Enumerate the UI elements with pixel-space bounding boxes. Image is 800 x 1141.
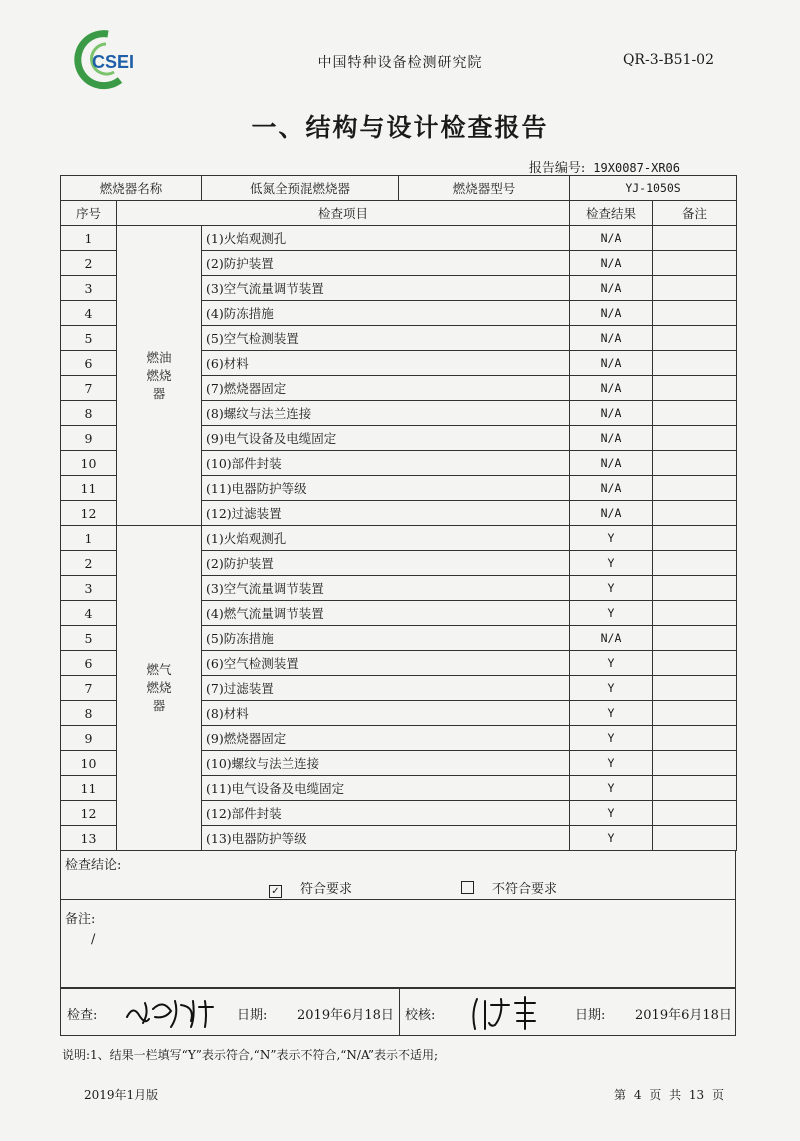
- inspection-result: N/A: [570, 401, 653, 426]
- page-number: 第 4 页 共 13 页: [614, 1088, 724, 1102]
- row-number: 9: [61, 726, 117, 751]
- row-number: 3: [61, 576, 117, 601]
- remark-cell: [653, 401, 737, 426]
- remark-cell: [653, 451, 737, 476]
- remark-cell: [653, 376, 737, 401]
- inspection-result: N/A: [570, 426, 653, 451]
- burner-name-label: 燃烧器名称: [61, 176, 202, 201]
- reviewer-label: 校核:: [405, 1008, 436, 1023]
- inspection-result: Y: [570, 801, 653, 826]
- burner-name-value: [202, 176, 570, 201]
- col-seq: 序号: [61, 201, 117, 226]
- inspection-result: N/A: [570, 626, 653, 651]
- row-number: 8: [61, 401, 117, 426]
- remark-cell: [653, 276, 737, 301]
- inspection-item: (3)空气流量调节装置: [202, 276, 570, 301]
- reviewer-cell: [399, 989, 735, 1035]
- fail-checkbox[interactable]: [461, 881, 474, 894]
- pass-option[interactable]: [269, 878, 352, 897]
- remark-cell: [653, 751, 737, 776]
- remark-cell: [653, 226, 737, 251]
- institute-name: 中国特种设备检测研究院: [317, 55, 483, 71]
- remark-cell: [653, 501, 737, 526]
- info-row: [61, 176, 737, 201]
- row-number: 13: [61, 826, 117, 851]
- fail-label: 不符合要求: [492, 882, 558, 897]
- logo-text: CSEI: [92, 52, 135, 72]
- inspection-item: (11)电器防护等级: [202, 476, 570, 501]
- inspection-result: Y: [570, 726, 653, 751]
- inspection-result: Y: [570, 601, 653, 626]
- inspection-item: (4)防冻措施: [202, 301, 570, 326]
- report-number-value: 19X0087-XR06: [593, 161, 680, 175]
- category-cell: [117, 526, 202, 851]
- inspector-label: 检查:: [67, 1008, 98, 1023]
- row-number: 12: [61, 801, 117, 826]
- version-label: 2019年1月版: [84, 1088, 159, 1102]
- row-number: 12: [61, 501, 117, 526]
- review-date-label: 日期:: [575, 1008, 606, 1023]
- col-item: 检查项目: [117, 201, 570, 226]
- inspection-item: (3)空气流量调节装置: [202, 576, 570, 601]
- remark-cell: [653, 801, 737, 826]
- inspection-item: (2)防护装置: [202, 551, 570, 576]
- notes-value: /: [91, 932, 96, 947]
- remark-cell: [653, 576, 737, 601]
- inspection-item: (6)空气检测装置: [202, 651, 570, 676]
- remark-cell: [653, 426, 737, 451]
- remark-cell: [653, 651, 737, 676]
- inspection-item: (1)火焰观测孔: [202, 526, 570, 551]
- inspection-item: (11)电气设备及电缆固定: [202, 776, 570, 801]
- remark-cell: [653, 251, 737, 276]
- row-number: 11: [61, 476, 117, 501]
- conclusion-label: 检查结论:: [65, 858, 122, 873]
- row-number: 4: [61, 301, 117, 326]
- inspection-result: Y: [570, 576, 653, 601]
- inspection-result: N/A: [570, 276, 653, 301]
- remark-cell: [653, 826, 737, 851]
- category-label: 燃气燃烧器: [146, 662, 172, 713]
- signoff-section: [60, 988, 736, 1036]
- inspection-result: Y: [570, 701, 653, 726]
- inspection-result: Y: [570, 676, 653, 701]
- row-number: 5: [61, 326, 117, 351]
- table-row: [61, 526, 737, 551]
- col-result: 检查结果: [570, 201, 653, 226]
- row-number: 4: [61, 601, 117, 626]
- inspection-item: (5)空气检测装置: [202, 326, 570, 351]
- inspection-result: N/A: [570, 251, 653, 276]
- inspection-item: (8)材料: [202, 701, 570, 726]
- remark-cell: [653, 701, 737, 726]
- row-number: 10: [61, 451, 117, 476]
- inspection-item: (4)燃气流量调节装置: [202, 601, 570, 626]
- table-row: [61, 226, 737, 251]
- remark-cell: [653, 551, 737, 576]
- row-number: 9: [61, 426, 117, 451]
- remark-cell: [653, 626, 737, 651]
- remark-cell: [653, 301, 737, 326]
- report-number-label: 报告编号:: [528, 161, 586, 176]
- inspection-item: (8)螺纹与法兰连接: [202, 401, 570, 426]
- report-number: [529, 157, 680, 176]
- inspection-result: N/A: [570, 326, 653, 351]
- remark-cell: [653, 326, 737, 351]
- remark-cell: [653, 526, 737, 551]
- model-label: 燃烧器型号: [452, 181, 516, 196]
- row-number: 3: [61, 276, 117, 301]
- remark-cell: [653, 776, 737, 801]
- conclusion-section: [60, 850, 736, 900]
- row-number: 7: [61, 676, 117, 701]
- review-date: 2019年6月18日: [635, 1008, 732, 1023]
- inspection-item: (12)部件封装: [202, 801, 570, 826]
- row-number: 10: [61, 751, 117, 776]
- fail-option[interactable]: [461, 878, 557, 897]
- inspector-signature: [119, 995, 229, 1031]
- notes-label: 备注:: [65, 912, 96, 927]
- pass-checkbox[interactable]: ✓: [269, 885, 282, 898]
- inspect-date-label: 日期:: [237, 1008, 268, 1023]
- col-remark: 备注: [653, 201, 737, 226]
- model-value: YJ-1050S: [570, 176, 737, 201]
- inspection-result: N/A: [570, 501, 653, 526]
- inspection-item: (7)燃烧器固定: [202, 376, 570, 401]
- inspection-result: Y: [570, 826, 653, 851]
- row-number: 2: [61, 551, 117, 576]
- row-number: 7: [61, 376, 117, 401]
- row-number: 6: [61, 351, 117, 376]
- form-code: QR-3-B51-02: [622, 52, 714, 68]
- inspection-result: Y: [570, 526, 653, 551]
- row-number: 11: [61, 776, 117, 801]
- inspection-item: (9)燃烧器固定: [202, 726, 570, 751]
- remark-cell: [653, 351, 737, 376]
- inspection-result: N/A: [570, 376, 653, 401]
- row-number: 2: [61, 251, 117, 276]
- remark-cell: [653, 676, 737, 701]
- inspection-item: (12)过滤装置: [202, 501, 570, 526]
- inspector-cell: [61, 989, 400, 1035]
- inspection-result: N/A: [570, 301, 653, 326]
- row-number: 6: [61, 651, 117, 676]
- reviewer-signature: [459, 993, 559, 1033]
- remark-cell: [653, 601, 737, 626]
- inspection-item: (2)防护装置: [202, 251, 570, 276]
- inspection-table: [60, 175, 737, 851]
- burner-name-text: 低氮全预混燃烧器: [202, 176, 399, 200]
- inspection-result: Y: [570, 551, 653, 576]
- row-number: 5: [61, 626, 117, 651]
- category-cell: [117, 226, 202, 526]
- row-number: 8: [61, 701, 117, 726]
- remark-cell: [653, 476, 737, 501]
- pass-label: 符合要求: [300, 882, 353, 897]
- inspection-item: (10)部件封装: [202, 451, 570, 476]
- inspection-result: N/A: [570, 351, 653, 376]
- inspection-item: (1)火焰观测孔: [202, 226, 570, 251]
- inspection-item: (10)螺纹与法兰连接: [202, 751, 570, 776]
- inspection-result: Y: [570, 776, 653, 801]
- inspection-item: (9)电气设备及电缆固定: [202, 426, 570, 451]
- footnote: 说明:1、结果一栏填写“Y”表示符合,“N”表示不符合,“N/A”表示不适用;: [62, 1048, 439, 1062]
- inspection-item: (13)电器防护等级: [202, 826, 570, 851]
- inspection-result: Y: [570, 751, 653, 776]
- page-title: 一、结构与设计检查报告: [251, 113, 549, 142]
- inspection-result: N/A: [570, 476, 653, 501]
- inspection-item: (5)防冻措施: [202, 626, 570, 651]
- remark-cell: [653, 726, 737, 751]
- inspection-item: (7)过滤装置: [202, 676, 570, 701]
- notes-section: [60, 900, 736, 988]
- row-number: 1: [61, 526, 117, 551]
- category-label: 燃油燃烧器: [146, 349, 172, 401]
- row-number: 1: [61, 226, 117, 251]
- inspection-result: N/A: [570, 226, 653, 251]
- inspection-result: Y: [570, 651, 653, 676]
- inspection-result: N/A: [570, 451, 653, 476]
- inspect-date: 2019年6月18日: [297, 1008, 394, 1023]
- header-row: [61, 201, 737, 226]
- inspection-item: (6)材料: [202, 351, 570, 376]
